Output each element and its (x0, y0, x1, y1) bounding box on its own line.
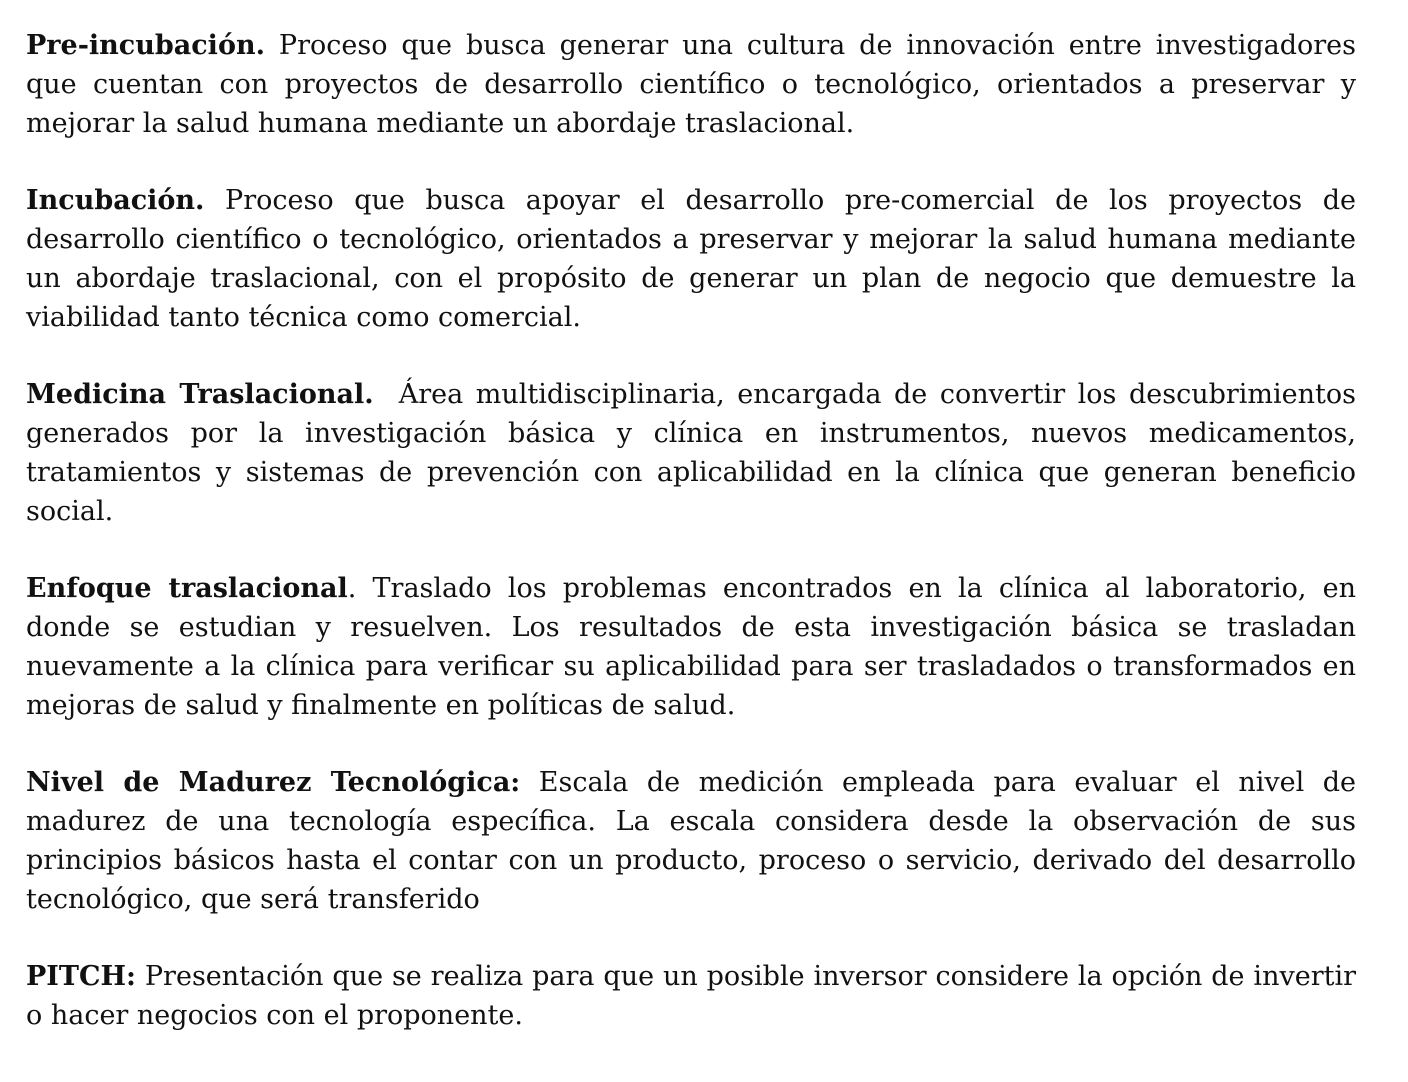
glossary-entry-nivel-madurez (26, 763, 1356, 919)
definition-medicina-traslacional: Área multidisciplinaria, encargada de convertir los descubrimientos generados por la investigación básica y clínica en instrumentos, nuevos medicamentos, tratamientos y sistemas de prevención con aplicabilidad en la clínica que generan beneficio social. (26, 379, 1365, 527)
glossary-entry-pre-incubacion (26, 26, 1356, 143)
glossary-entry-medicina-traslacional (26, 375, 1365, 531)
term-pitch: PITCH: (26, 961, 136, 992)
glossary-entry-enfoque-traslacional (26, 569, 1356, 725)
definition-nivel-madurez: Escala de medición empleada para evaluar el nivel de madurez de una tecnología específica. La escala considera desde la observación de sus principios básicos hasta el contar con un producto, proceso o servicio, derivado del desarrollo tecnológico, que será transferido (26, 767, 1357, 915)
term-medicina-traslacional: Medicina Traslacional. (26, 379, 374, 410)
glossary-entry-pitch (26, 957, 1356, 1035)
glossary-document (26, 26, 1365, 1073)
term-pre-incubacion: Pre-incubación. (26, 30, 265, 61)
term-nivel-madurez: Nivel de Madurez Tecnológica: (26, 767, 521, 798)
glossary-entry-incubacion (26, 181, 1356, 337)
term-incubacion: Incubación. (26, 185, 205, 216)
definition-incubacion: Proceso que busca apoyar el desarrollo pre-comercial de los proyectos de desarrollo científico o tecnológico, orientados a preservar y mejorar la salud humana mediante un abordaje traslacional, con el propósito de generar un plan de negocio que demuestre la viabilidad tanto técnica como comercial. (26, 185, 1356, 333)
definition-pre-incubacion: Proceso que busca generar una cultura de innovación entre investigadores que cuentan con proyectos de desarrollo científico o tecnológico, orientados a preservar y mejorar la salud humana mediante un abordaje traslacional. (26, 30, 1356, 139)
definition-pitch: Presentación que se realiza para que un posible inversor considere la opción de invertir o hacer negocios con el proponente. (26, 961, 1356, 1031)
definition-enfoque-traslacional: . Traslado los problemas encontrados en la clínica al laboratorio, en donde se estudian y resuelven. Los resultados de esta investigación básica se trasladan nuevamente a la clínica para verificar su aplicabilidad para ser trasladados o transformados en mejoras de salud y finalmente en políticas de salud. (26, 573, 1356, 721)
term-enfoque-traslacional: Enfoque traslacional (26, 573, 348, 604)
